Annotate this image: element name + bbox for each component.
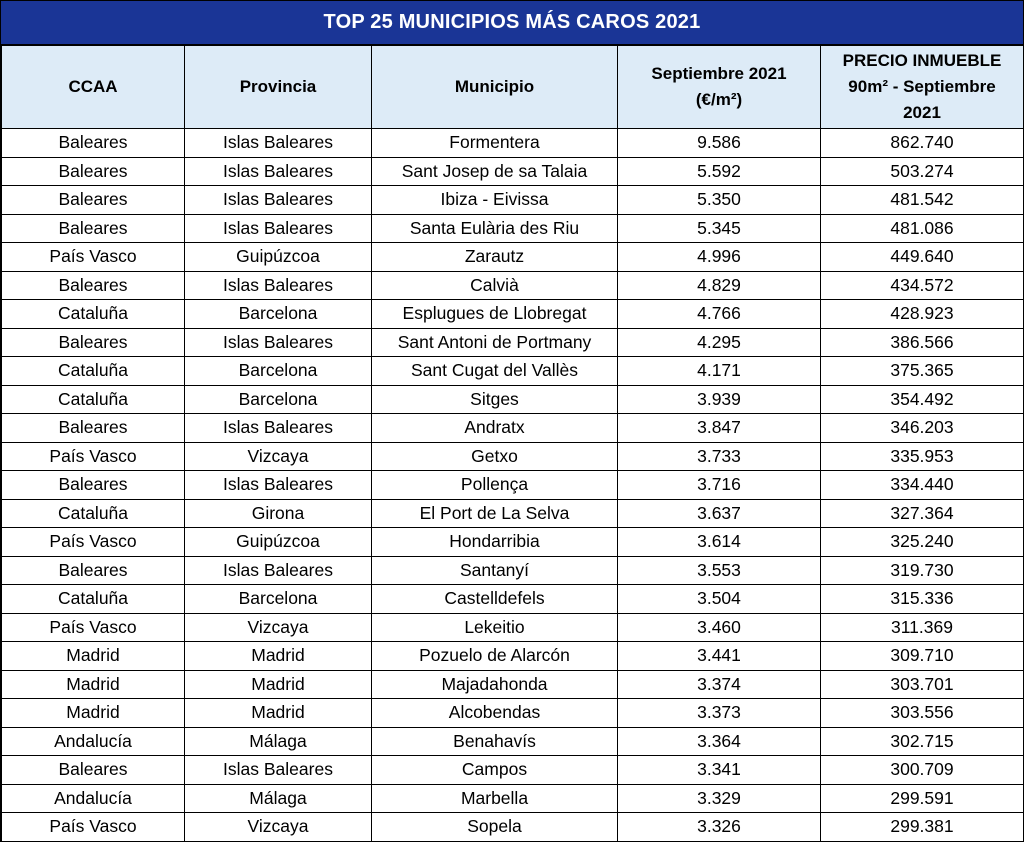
cell-precio-inmueble: 325.240 bbox=[821, 528, 1024, 557]
municipios-table bbox=[1, 45, 1024, 841]
cell-provincia: Islas Baleares bbox=[185, 129, 372, 158]
cell-municipio: Sant Josep de sa Talaia bbox=[372, 157, 618, 186]
cell-precio-m2: 3.504 bbox=[618, 585, 821, 614]
cell-municipio: Pozuelo de Alarcón bbox=[372, 642, 618, 671]
header-precio-m2-line2: (€/m²) bbox=[695, 90, 743, 109]
cell-provincia: Islas Baleares bbox=[185, 214, 372, 243]
cell-precio-m2: 4.996 bbox=[618, 243, 821, 272]
cell-precio-m2: 3.329 bbox=[618, 784, 821, 813]
cell-municipio: Formentera bbox=[372, 129, 618, 158]
cell-municipio: Esplugues de Llobregat bbox=[372, 300, 618, 329]
header-precio-inmueble-line1: PRECIO INMUEBLE bbox=[842, 51, 1002, 70]
cell-provincia: Guipúzcoa bbox=[185, 528, 372, 557]
table-row bbox=[2, 699, 1024, 728]
cell-municipio: Zarautz bbox=[372, 243, 618, 272]
table-row bbox=[2, 813, 1024, 841]
table-row bbox=[2, 129, 1024, 158]
cell-provincia: Islas Baleares bbox=[185, 414, 372, 443]
table-header bbox=[2, 46, 1024, 129]
table-row bbox=[2, 300, 1024, 329]
header-precio-inmueble bbox=[821, 46, 1024, 129]
table-row bbox=[2, 471, 1024, 500]
cell-provincia: Islas Baleares bbox=[185, 157, 372, 186]
cell-provincia: Barcelona bbox=[185, 300, 372, 329]
cell-precio-m2: 3.847 bbox=[618, 414, 821, 443]
cell-municipio: Alcobendas bbox=[372, 699, 618, 728]
cell-precio-inmueble: 302.715 bbox=[821, 727, 1024, 756]
table-row bbox=[2, 784, 1024, 813]
cell-precio-m2: 3.614 bbox=[618, 528, 821, 557]
cell-precio-m2: 5.592 bbox=[618, 157, 821, 186]
cell-provincia: Madrid bbox=[185, 670, 372, 699]
cell-provincia: Málaga bbox=[185, 727, 372, 756]
cell-ccaa: Baleares bbox=[2, 129, 185, 158]
cell-ccaa: Baleares bbox=[2, 471, 185, 500]
table-row bbox=[2, 499, 1024, 528]
cell-ccaa: País Vasco bbox=[2, 528, 185, 557]
cell-precio-inmueble: 481.542 bbox=[821, 186, 1024, 215]
cell-precio-m2: 3.553 bbox=[618, 556, 821, 585]
table-row bbox=[2, 214, 1024, 243]
cell-ccaa: Cataluña bbox=[2, 357, 185, 386]
cell-ccaa: País Vasco bbox=[2, 613, 185, 642]
cell-precio-m2: 3.733 bbox=[618, 442, 821, 471]
cell-municipio: Lekeitio bbox=[372, 613, 618, 642]
cell-precio-m2: 5.345 bbox=[618, 214, 821, 243]
cell-municipio: Getxo bbox=[372, 442, 618, 471]
table-row bbox=[2, 157, 1024, 186]
header-municipio: Municipio bbox=[372, 46, 618, 129]
cell-municipio: Benahavís bbox=[372, 727, 618, 756]
cell-provincia: Islas Baleares bbox=[185, 556, 372, 585]
cell-municipio: Sant Cugat del Vallès bbox=[372, 357, 618, 386]
cell-municipio: Castelldefels bbox=[372, 585, 618, 614]
cell-ccaa: Baleares bbox=[2, 328, 185, 357]
table-row bbox=[2, 756, 1024, 785]
cell-provincia: Guipúzcoa bbox=[185, 243, 372, 272]
cell-precio-m2: 4.829 bbox=[618, 271, 821, 300]
cell-ccaa: Madrid bbox=[2, 670, 185, 699]
header-precio-inmueble-line2: 90m² - Septiembre bbox=[848, 77, 996, 96]
cell-municipio: Santa Eulària des Riu bbox=[372, 214, 618, 243]
cell-precio-m2: 3.939 bbox=[618, 385, 821, 414]
header-precio-inmueble-line3: 2021 bbox=[903, 103, 941, 122]
cell-precio-inmueble: 300.709 bbox=[821, 756, 1024, 785]
header-precio-m2 bbox=[618, 46, 821, 129]
cell-precio-inmueble: 335.953 bbox=[821, 442, 1024, 471]
cell-precio-inmueble: 386.566 bbox=[821, 328, 1024, 357]
cell-provincia: Islas Baleares bbox=[185, 471, 372, 500]
cell-precio-inmueble: 354.492 bbox=[821, 385, 1024, 414]
cell-precio-inmueble: 375.365 bbox=[821, 357, 1024, 386]
cell-precio-m2: 3.716 bbox=[618, 471, 821, 500]
cell-precio-m2: 3.326 bbox=[618, 813, 821, 841]
cell-ccaa: Madrid bbox=[2, 642, 185, 671]
table-row bbox=[2, 528, 1024, 557]
cell-precio-m2: 4.171 bbox=[618, 357, 821, 386]
cell-provincia: Málaga bbox=[185, 784, 372, 813]
table-row bbox=[2, 186, 1024, 215]
cell-ccaa: Andalucía bbox=[2, 727, 185, 756]
cell-precio-inmueble: 327.364 bbox=[821, 499, 1024, 528]
table-row bbox=[2, 556, 1024, 585]
cell-ccaa: País Vasco bbox=[2, 813, 185, 841]
table-row bbox=[2, 243, 1024, 272]
table-row bbox=[2, 385, 1024, 414]
cell-precio-inmueble: 449.640 bbox=[821, 243, 1024, 272]
header-precio-m2-line1: Septiembre 2021 bbox=[651, 64, 787, 83]
cell-ccaa: Cataluña bbox=[2, 585, 185, 614]
cell-precio-inmueble: 299.591 bbox=[821, 784, 1024, 813]
cell-municipio: Calvià bbox=[372, 271, 618, 300]
table-row bbox=[2, 414, 1024, 443]
cell-municipio: El Port de La Selva bbox=[372, 499, 618, 528]
cell-municipio: Sant Antoni de Portmany bbox=[372, 328, 618, 357]
table-row bbox=[2, 585, 1024, 614]
cell-ccaa: Cataluña bbox=[2, 385, 185, 414]
cell-municipio: Sitges bbox=[372, 385, 618, 414]
cell-precio-m2: 3.637 bbox=[618, 499, 821, 528]
cell-ccaa: Baleares bbox=[2, 756, 185, 785]
table-row bbox=[2, 670, 1024, 699]
cell-precio-m2: 3.364 bbox=[618, 727, 821, 756]
cell-provincia: Vizcaya bbox=[185, 613, 372, 642]
cell-ccaa: Baleares bbox=[2, 556, 185, 585]
header-row bbox=[2, 46, 1024, 129]
cell-precio-m2: 3.441 bbox=[618, 642, 821, 671]
cell-precio-m2: 5.350 bbox=[618, 186, 821, 215]
cell-ccaa: País Vasco bbox=[2, 243, 185, 272]
cell-ccaa: Baleares bbox=[2, 414, 185, 443]
cell-provincia: Barcelona bbox=[185, 357, 372, 386]
cell-ccaa: Baleares bbox=[2, 214, 185, 243]
cell-precio-inmueble: 334.440 bbox=[821, 471, 1024, 500]
table-row bbox=[2, 271, 1024, 300]
cell-provincia: Islas Baleares bbox=[185, 756, 372, 785]
cell-precio-m2: 3.374 bbox=[618, 670, 821, 699]
table-row bbox=[2, 442, 1024, 471]
cell-precio-m2: 9.586 bbox=[618, 129, 821, 158]
cell-ccaa: Baleares bbox=[2, 186, 185, 215]
cell-provincia: Barcelona bbox=[185, 385, 372, 414]
cell-precio-inmueble: 503.274 bbox=[821, 157, 1024, 186]
cell-precio-inmueble: 346.203 bbox=[821, 414, 1024, 443]
header-ccaa: CCAA bbox=[2, 46, 185, 129]
cell-ccaa: Cataluña bbox=[2, 300, 185, 329]
cell-ccaa: Madrid bbox=[2, 699, 185, 728]
cell-municipio: Santanyí bbox=[372, 556, 618, 585]
cell-municipio: Ibiza - Eivissa bbox=[372, 186, 618, 215]
table-row bbox=[2, 357, 1024, 386]
cell-precio-m2: 4.766 bbox=[618, 300, 821, 329]
cell-precio-inmueble: 303.701 bbox=[821, 670, 1024, 699]
table-row bbox=[2, 613, 1024, 642]
table-row bbox=[2, 727, 1024, 756]
cell-precio-inmueble: 299.381 bbox=[821, 813, 1024, 841]
cell-provincia: Girona bbox=[185, 499, 372, 528]
cell-precio-inmueble: 315.336 bbox=[821, 585, 1024, 614]
cell-ccaa: Andalucía bbox=[2, 784, 185, 813]
cell-precio-inmueble: 309.710 bbox=[821, 642, 1024, 671]
cell-provincia: Madrid bbox=[185, 642, 372, 671]
cell-ccaa: Baleares bbox=[2, 271, 185, 300]
cell-provincia: Vizcaya bbox=[185, 442, 372, 471]
cell-municipio: Majadahonda bbox=[372, 670, 618, 699]
cell-ccaa: País Vasco bbox=[2, 442, 185, 471]
cell-precio-m2: 3.341 bbox=[618, 756, 821, 785]
cell-precio-inmueble: 311.369 bbox=[821, 613, 1024, 642]
cell-precio-m2: 4.295 bbox=[618, 328, 821, 357]
cell-precio-inmueble: 428.923 bbox=[821, 300, 1024, 329]
cell-provincia: Barcelona bbox=[185, 585, 372, 614]
table-body bbox=[2, 129, 1024, 841]
cell-precio-inmueble: 434.572 bbox=[821, 271, 1024, 300]
cell-provincia: Islas Baleares bbox=[185, 186, 372, 215]
table-title: TOP 25 MUNICIPIOS MÁS CAROS 2021 bbox=[1, 1, 1023, 45]
cell-precio-inmueble: 319.730 bbox=[821, 556, 1024, 585]
cell-municipio: Campos bbox=[372, 756, 618, 785]
cell-municipio: Andratx bbox=[372, 414, 618, 443]
cell-provincia: Islas Baleares bbox=[185, 328, 372, 357]
cell-provincia: Madrid bbox=[185, 699, 372, 728]
cell-precio-m2: 3.373 bbox=[618, 699, 821, 728]
cell-municipio: Hondarribia bbox=[372, 528, 618, 557]
cell-municipio: Marbella bbox=[372, 784, 618, 813]
cell-municipio: Sopela bbox=[372, 813, 618, 841]
cell-precio-inmueble: 481.086 bbox=[821, 214, 1024, 243]
cell-provincia: Islas Baleares bbox=[185, 271, 372, 300]
table-row bbox=[2, 328, 1024, 357]
header-provincia: Provincia bbox=[185, 46, 372, 129]
cell-provincia: Vizcaya bbox=[185, 813, 372, 841]
cell-municipio: Pollença bbox=[372, 471, 618, 500]
cell-precio-inmueble: 303.556 bbox=[821, 699, 1024, 728]
table-row bbox=[2, 642, 1024, 671]
cell-precio-inmueble: 862.740 bbox=[821, 129, 1024, 158]
cell-ccaa: Baleares bbox=[2, 157, 185, 186]
cell-precio-m2: 3.460 bbox=[618, 613, 821, 642]
cell-ccaa: Cataluña bbox=[2, 499, 185, 528]
